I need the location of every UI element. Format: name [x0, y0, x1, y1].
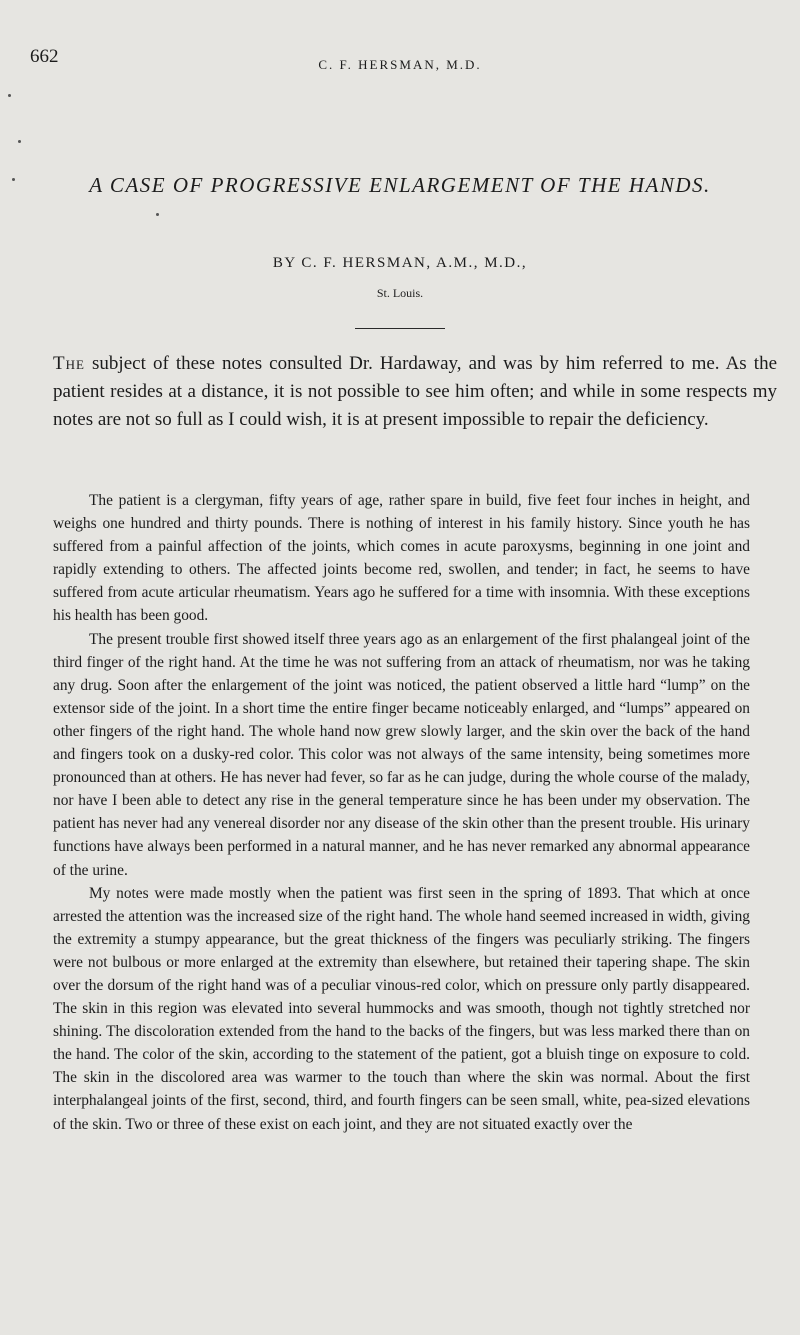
lead-text: subject of these notes consulted Dr. Hardaway, and was by him referred to me. As the patient resides at a distance, it is not possible to see him often; and while in some respects my notes are not so full as I could wish, it is at present impossible to repair the deficiency.: [53, 353, 778, 430]
lead-paragraph: [53, 350, 777, 434]
body-paragraph: The patient is a clergyman, fifty years of age, rather spare in build, five feet four inches in height, and weighs one hundred and thirty pounds. There is nothing of interest in his family history. Since youth he has suffered from a painful affection of the joints, which comes in acute paroxysms, beginning in one joint and rapidly extending to others. The affected joints become red, swollen, and tender; in fact, he seems to have suffered from acute articular rheumatism. Years ago he suffered for a time with insomnia. With these exceptions his health has been good.: [53, 492, 750, 625]
article-body: [53, 489, 750, 1136]
page-number: 662: [30, 46, 59, 67]
article-title: A CASE OF PROGRESSIVE ENLARGEMENT OF THE HANDS.: [89, 173, 711, 197]
running-head: C. F. HERSMAN, M.D.: [318, 57, 482, 72]
title-divider: [355, 328, 445, 329]
lead-first-word: The: [53, 353, 85, 374]
scan-speck: [12, 178, 15, 181]
body-paragraph: The present trouble first showed itself three years ago as an enlargement of the first phalangeal joint of the third finger of the right hand. At the time he was not suffering from an attack of rheumatism, nor was he taking any drug. Soon after the enlargement of the joint was noticed, the patient observed a little hard “lump” on the extensor side of the joint. In a short time the entire finger became noticeably enlarged, and “lumps” appeared on other fingers of the right hand. The whole hand now grew slowly larger, and the skin over the back of the hand and fingers took on a dusky-red color. This color was not always of the same intensity, being sometimes more pronounced than at others. He has never had fever, so far as he can judge, during the whole course of the malady, nor have I been able to detect any rise in the general temperature since he has been under my observation. The patient has never had any venereal disorder nor any disease of the skin other than the present trouble. His urinary functions have always been performed in a natural manner, and he has never remarked any abnormal appearance of the urine.: [53, 630, 750, 879]
scan-speck: [8, 94, 11, 97]
scan-speck: [18, 140, 21, 143]
author-affiliation: St. Louis.: [376, 286, 424, 300]
scan-speck: [156, 213, 159, 216]
author-byline: BY C. F. HERSMAN, A.M., M.D.,: [272, 255, 528, 271]
body-paragraph: My notes were made mostly when the patient was first seen in the spring of 1893. That which at once arrested the attention was the increased size of the right hand. The whole hand seemed increased in width, giving the extremity a stumpy appearance, but the great thickness of the fingers was peculiarly striking. The fingers were not bulbous or more enlarged at the extremity than elsewhere, but retained their tapering shape. The skin over the dorsum of the right hand was of a peculiar vinous-red color, which on pressure only partly disappeared. The skin in this region was elevated into several hummocks and was smooth, though not tightly stretched nor shining. The discoloration extended from the hand to the backs of the fingers, but was less marked there than on the hand. The color of the skin, according to the statement of the patient, got a bluish tinge on exposure to cold. The skin in the discolored area was warmer to the touch than where the skin was normal. About the first interphalangeal joints of the first, second, third, and fourth fingers can be seen small, white, pea-sized elevations of the skin. Two or three of these exist on each joint, and they are not situated exactly over the: [53, 884, 750, 1133]
page-header: [0, 46, 800, 76]
